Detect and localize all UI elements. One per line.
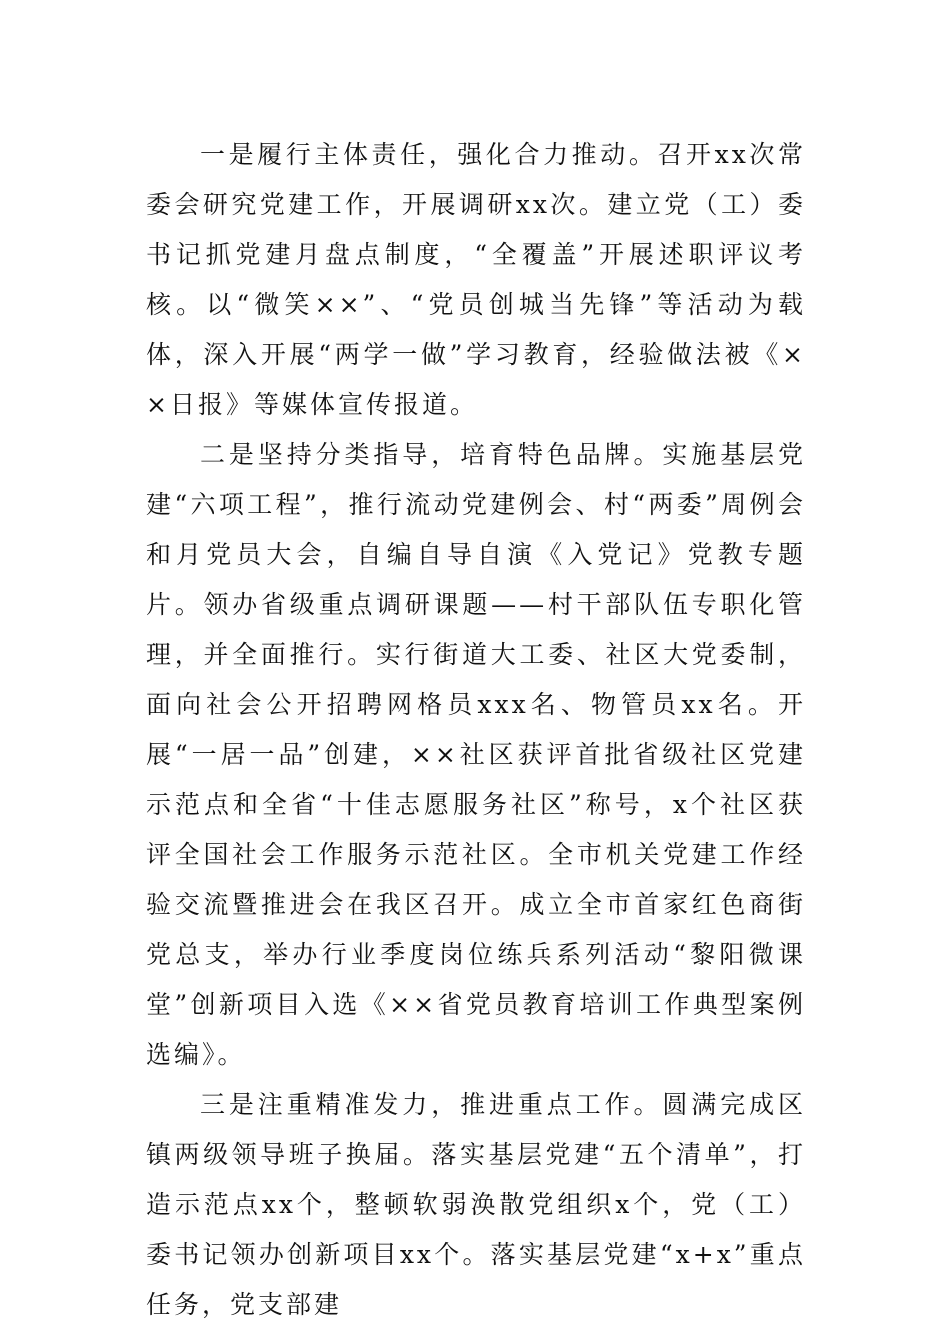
paragraph-1: 一是履行主体责任，强化合力推动。召开xx次常委会研究党建工作，开展调研xx次。建立党（工）委书记抓党建月盘点制度，“全覆盖”开展述职评议考核。以“微笑××”、“党员创城当先锋”等活动为载体，深入开展“两学一做”学习教育，经验做法被《××日报》等媒体宣传报道。 — [146, 140, 806, 419]
paragraph-3: 三是注重精准发力，推进重点工作。圆满完成区镇两级领导班子换届。落实基层党建“五个清单”，打造示范点xx个，整顿软弱涣散党组织x个，党（工）委书记领办创新项目xx个。落实基层党建“x+x”重点任务，党支部建 — [146, 1090, 806, 1319]
paragraph-2: 二是坚持分类指导，培育特色品牌。实施基层党建“六项工程”，推行流动党建例会、村“两委”周例会和月党员大会，自编自导自演《入党记》党教专题片。领办省级重点调研课题——村干部队伍专职化管理，并全面推行。实行街道大工委、社区大党委制，面向社会公开招聘网格员xxx名、物管员xx名。开展“一居一品”创建，××社区获评首批省级社区党建示范点和全省“十佳志愿服务社区”称号，x个社区获评全国社会工作服务示范社区。全市机关党建工作经验交流暨推进会在我区召开。成立全市首家红色商街党总支，举办行业季度岗位练兵系列活动“黎阳微课堂”创新项目入选《××省党员教育培训工作典型案例选编》。 — [146, 440, 806, 1069]
document-body — [146, 130, 806, 1330]
